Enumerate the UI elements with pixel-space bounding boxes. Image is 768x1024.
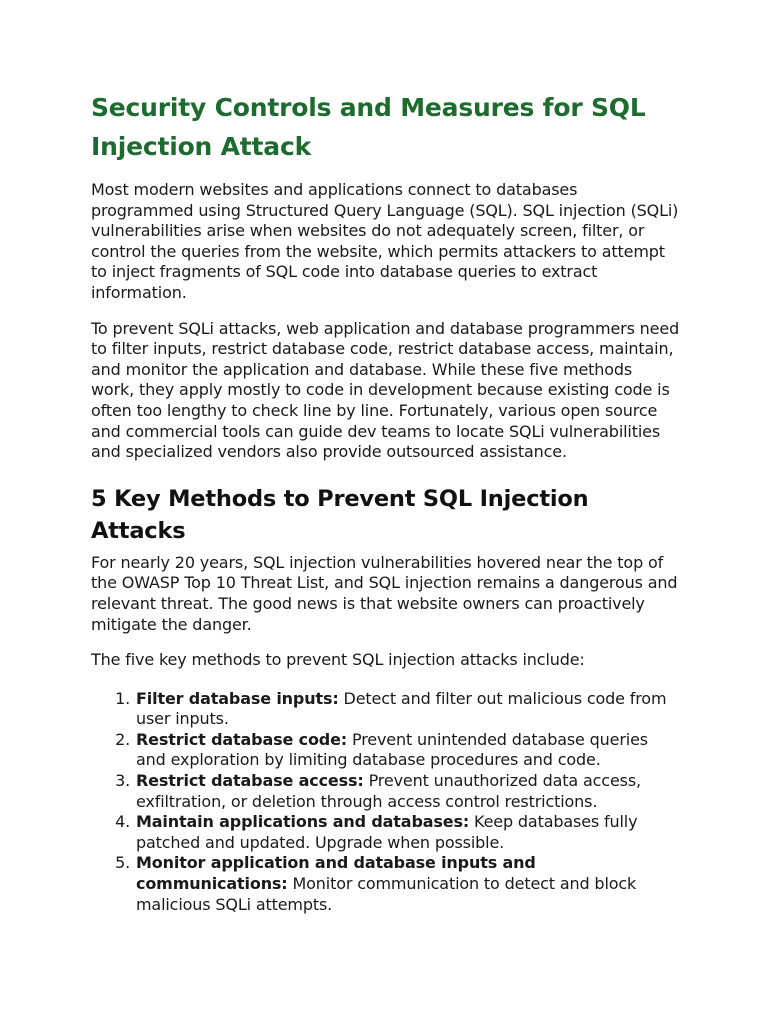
list-item-term: Restrict database code: bbox=[136, 729, 348, 749]
list-item-term: Filter database inputs: bbox=[136, 688, 339, 708]
list-item-term: Monitor application and database inputs and communications: bbox=[136, 853, 536, 894]
section-paragraph: For nearly 20 years, SQL injection vulnerabilities hovered near the top of the OWASP Top 10 Threat List, and SQL injection remains a dangerous and relevant threat. The good news is that website owners can proactively mitigate the danger. bbox=[91, 552, 678, 634]
list-item-term: Maintain applications and databases: bbox=[136, 812, 470, 832]
list-item-text: Detect and filter out malicious code from user inputs. bbox=[136, 688, 667, 729]
list-item-text: Prevent unintended database queries and exploration by limiting database procedures and code. bbox=[136, 729, 648, 770]
page-title: Security Controls and Measures for SQL Injection Attack bbox=[91, 93, 646, 161]
list-item-text: Monitor communication to detect and block malicious SQLi attempts. bbox=[136, 874, 637, 914]
list-item bbox=[135, 689, 680, 730]
list-item bbox=[135, 812, 680, 853]
list-item-text: Keep databases fully patched and updated. Upgrade when possible. bbox=[136, 812, 638, 852]
intro-paragraph-1: Most modern websites and applications connect to databases programmed using Structured Query Language (SQL). SQL injection (SQLi) vulnerabilities arise when websites do not adequately screen, filter, or control the queries from the website, which permits attackers to attempt to inject fragments of SQL code into database queries to extract information. bbox=[91, 180, 679, 302]
section-heading: 5 Key Methods to Prevent SQL Injection Attacks bbox=[91, 485, 589, 544]
intro-paragraph-2: To prevent SQLi attacks, web application and database programmers need to filter inputs, restrict database code, restrict database access, maintain, and monitor the application and database. While these five methods work, they apply mostly to code in development because existing code is often too lengthy to check line by line. Fortunately, various open source and commercial tools can guide dev teams to locate SQLi vulnerabilities and specialized vendors also provide outsourced assistance. bbox=[91, 318, 680, 462]
list-item bbox=[135, 853, 680, 915]
list-intro: The five key methods to prevent SQL injection attacks include: bbox=[91, 650, 585, 670]
methods-list bbox=[91, 689, 680, 916]
list-item bbox=[135, 730, 680, 771]
list-item-term: Restrict database access: bbox=[136, 771, 364, 791]
list-item bbox=[135, 771, 680, 812]
list-item-text: Prevent unauthorized data access, exfiltration, or deletion through access control restrictions. bbox=[136, 771, 641, 811]
